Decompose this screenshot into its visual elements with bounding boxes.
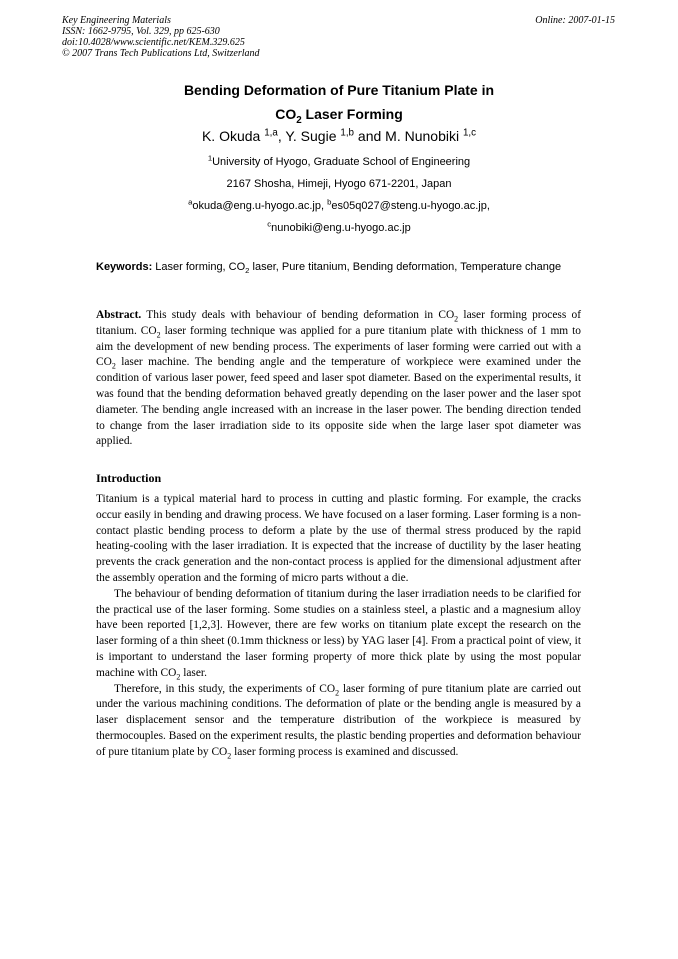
intro-paragraph-3: Therefore, in this study, the experiments of $CO_2$ laser forming of pure titanium plate are carried out under the various machining conditions. The deformation of plate or the bending angle is measured by a laser displacement sensor and the temperature distribution of the workpiece is measured by thermocouples. Based on the experiment results, the plastic bending properties and deformation behaviour of pure titanium plate by $CO_2$ laser forming process is examined and discussed. — [96, 682, 582, 761]
issn-line: ISSN: 1662-9795, Vol. 329, pp 625-630 — [62, 26, 220, 37]
abstract: Abstract. This study deals with behaviour of bending deformation in $CO_2$ laser forming process of titanium. $CO_2$ laser forming technique was applied for a pure titanium plate with thickness of 1 mm to aim the development of new bending process. The experiments of laser forming were carried out with a $CO_2$ laser machine. The bending angle and the temperature of workpiece were examined under the condition of various laser power, feed speed and laser spot diameter. Based on the experimental results, it was found that the bending deformation behaved greatly depending on the laser power and the laser spot diameter. The bending angle increased with an increase in the laser power. The bending direction tended to change from the laser irradiation side to its opposite side when the large laser spot diameter was applied. — [96, 309, 582, 448]
email-a: okuda@eng.u-hyogo.ac.jp, — [192, 200, 328, 212]
author-nunobiki: and M. Nunobiki — [354, 128, 463, 144]
doi-line: doi:10.4028/www.scientific.net/KEM.329.625 — [62, 37, 245, 48]
email-c: nunobiki@eng.u-hyogo.ac.jp — [271, 222, 411, 234]
affiliation-line2: 2167 Shosha, Himeji, Hyogo 671-2201, Japan — [226, 178, 452, 190]
author-sugie: , Y. Sugie — [277, 128, 341, 144]
paper-title-line2: $CO_2$ Laser Forming — [275, 106, 403, 126]
copyright-line: © 2007 Trans Tech Publications Ltd, Switzerland — [62, 48, 260, 59]
email-line2: $^c$nunobiki@eng.u-hyogo.ac.jp — [267, 219, 411, 234]
paper-title-line1: Bending Deformation of Pure Titanium Plate in — [183, 82, 495, 98]
keywords-label: Keywords: — [96, 261, 153, 273]
intro-paragraph-1: Titanium is a typical material hard to process in cutting and plastic forming. For example, the cracks occur easily in bending and drawing process. We have focused on a laser forming. Laser forming is a non-contact plastic bending process to deform a plate by the use of thermal stress produced by the rapid heating-cooling with the laser irradiation. It is expected that the increase of ductility by the laser heating prevents the crack generation and the non-contact process is applied for the dimensional adjustment after the assembly operation and the forming of micro parts without a die. — [96, 493, 581, 584]
journal-name: Key Engineering Materials — [62, 15, 171, 26]
email-b: es05q027@steng.u-hyogo.ac.jp, — [331, 200, 490, 212]
keywords: Keywords: Laser forming, $CO_2$ laser, Pure titanium, Bending deformation, Temperature change — [96, 261, 562, 276]
abstract-label: Abstract. — [96, 309, 142, 321]
journal-header — [62, 15, 260, 59]
author-line: K. Okuda $^{1,a}$, Y. Sugie $^{1,b}$ and M. Nunobiki $^{1,c}$ — [201, 127, 477, 144]
introduction-heading: Introduction — [96, 471, 162, 485]
email-line1: $^a$okuda@eng.u-hyogo.ac.jp, $^b$es05q027@steng.u-hyogo.ac.jp, — [188, 197, 490, 212]
author-okuda: K. Okuda — [201, 128, 265, 144]
online-date: Online: 2007-01-15 — [535, 15, 615, 26]
affiliation-line1: $^1$University of Hyogo, Graduate School of Engineering — [207, 153, 471, 168]
introduction-body — [96, 492, 581, 761]
intro-paragraph-2: The behaviour of bending deformation of titanium during the laser irradiation needs to be clarified for the practical use of the laser forming. Some studies on a stainless steel, a plastic and a magnesium alloy have been reported [1,2,3]. However, there are few works on titanium plate except the research on the laser forming of a thin sheet (0.1mm thickness or less) by YAG laser [4]. From a practical point of view, it is important to understand the laser forming property of more thick plate by using the most popular machine with $CO_2$ laser. — [96, 587, 581, 682]
